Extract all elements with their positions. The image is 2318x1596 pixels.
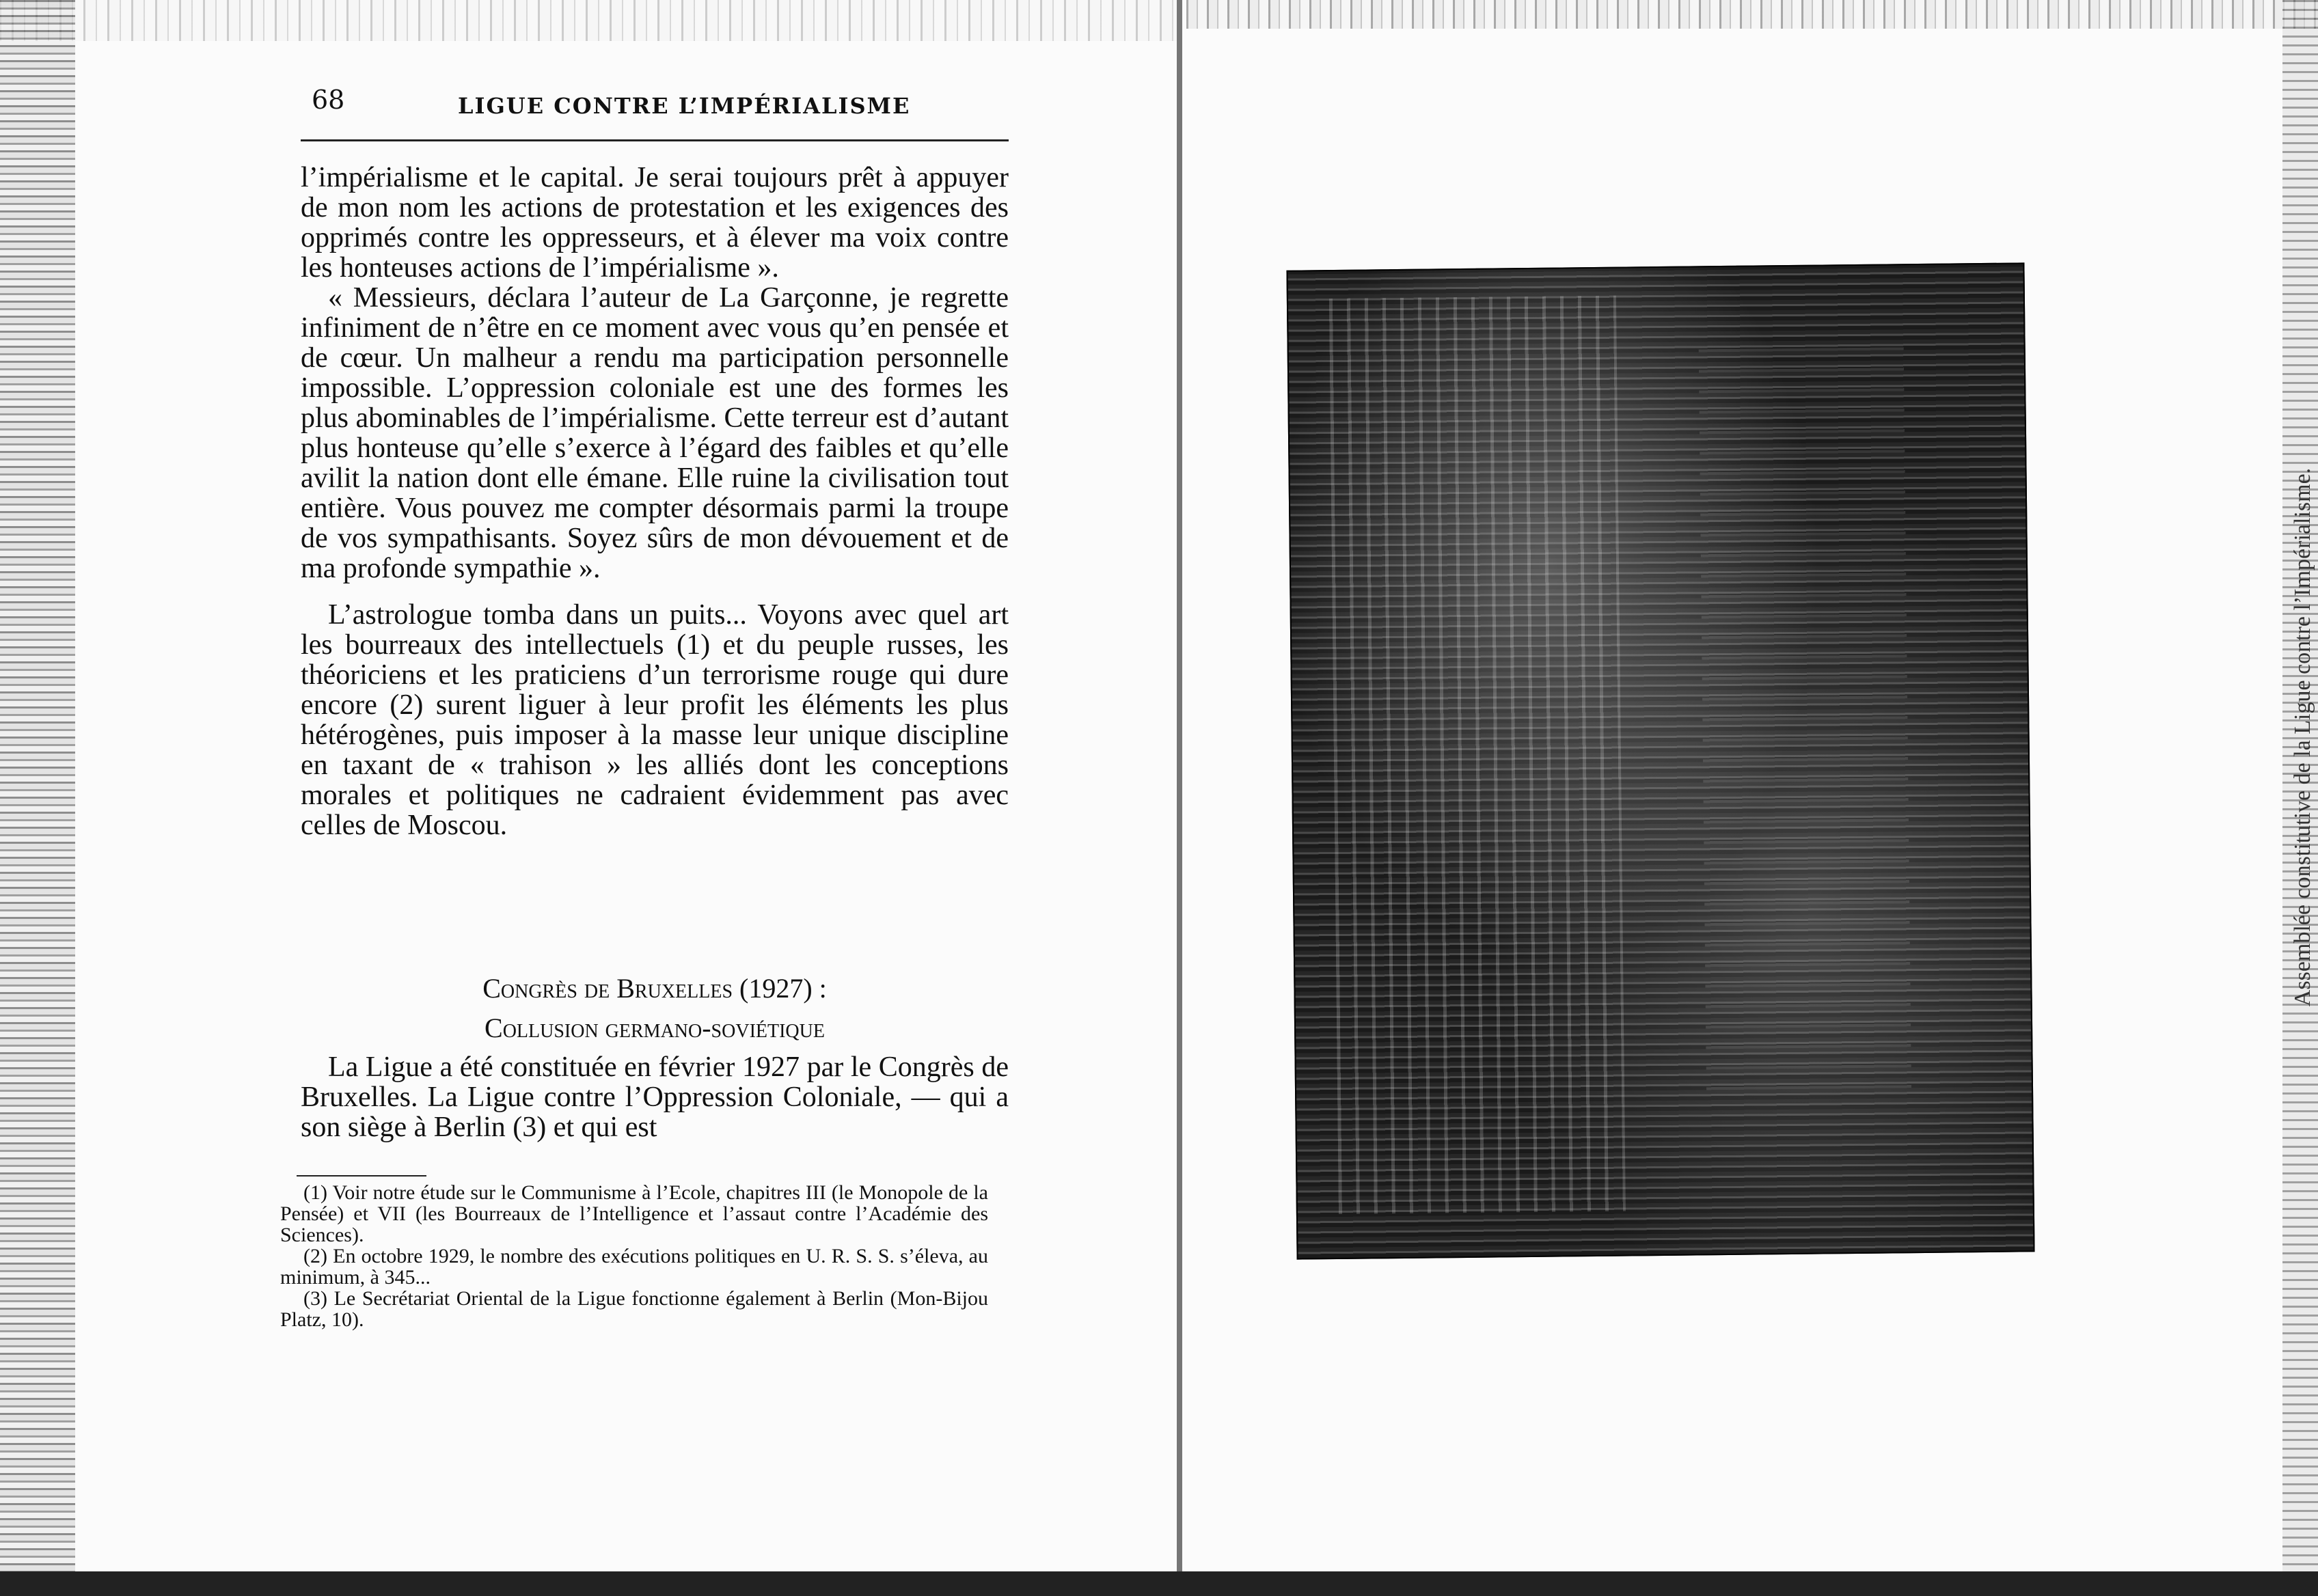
footnote: (2) En octobre 1929, le nombre des exécutions politiques en U. R. S. S. s’éleva, au minimum, à 345... <box>280 1245 988 1289</box>
body-text <box>301 163 1009 840</box>
footnote-divider <box>297 1175 426 1177</box>
section-heading <box>301 969 1009 1048</box>
photo-caption: Assemblée constitutive de la Ligue contre l’Impérialisme. <box>2290 467 2315 1007</box>
page-number: 68 <box>312 85 345 115</box>
paragraph: l’impérialisme et le capital. Je serai toujours prêt à appuyer de mon nom les actions de protestation et les exigences des opprimés contre les oppresseurs, et à élever ma voix contre les honteuses actions de l’impérialisme ». <box>301 162 1009 284</box>
footnote: (1) Voir notre étude sur le Communisme à l’Ecole, chapitres III (le Monopole de la Pensée) et VII (les Bourreaux de l’Intelligence et l’assaut contre l’Académie des Sciences). <box>280 1181 988 1246</box>
photo-wall-texture <box>1699 347 1912 1101</box>
section-heading-line: Congrès de Bruxelles (1927) : <box>482 973 827 1004</box>
footnotes <box>280 1182 988 1330</box>
section-body <box>301 1052 1009 1142</box>
scan-noise-top <box>0 0 1182 41</box>
scan-noise-edge <box>0 0 75 1596</box>
paragraph: La Ligue a été constituée en février 1927 par le Congrès de Bruxelles. La Ligue contre l’Oppression Coloniale, — qui a son siège à Berlin (3) et qui est <box>301 1051 1009 1143</box>
paragraph: L’astrologue tomba dans un puits... Voyons avec quel art les bourreaux des intellectuels (1) et du peuple russes, les théoriciens et les praticiens d’un terrorisme rouge qui dure encore (2) surent liguer à leur profit les éléments les plus hétérogènes, puis imposer à la masse leur unique discipline en taxant de « trahison » les alliés dont les conceptions morales et politiques ne cadraient évidemment pas avec celles de Moscou. <box>301 599 1009 841</box>
running-title: LIGUE CONTRE L’IMPÉRIALISME <box>458 93 911 119</box>
scan-noise-top-right <box>1186 0 2318 29</box>
section-heading-line: Collusion germano-soviétique <box>485 1013 825 1043</box>
running-head <box>301 85 1009 141</box>
photo-crowd-texture <box>1329 296 1626 1214</box>
paragraph: « Messieurs, déclara l’auteur de La Garçonne, je regrette infiniment de n’être en ce moment avec vous qu’en pensée et de cœur. Un malheur a rendu ma participation personnelle impossible. L’oppression coloniale est une des formes les plus abominables de l’impérialisme. Cette terreur est d’autant plus honteuse qu’elle s’exerce à l’égard des faibles et qu’elle avilit la nation dont elle émane. Elle ruine la civilisation tout entière. Vous pouvez me compter désormais parmi la troupe de vos sympathisants. Soyez sûrs de mon dévouement et de ma profonde sympathie ». <box>301 282 1009 584</box>
assembly-photograph <box>1286 262 2034 1259</box>
footnote: (3) Le Secrétariat Oriental de la Ligue fonctionne également à Berlin (Mon-Bijou Platz, 10). <box>280 1287 988 1331</box>
scan-bottom-edge <box>0 1571 2318 1596</box>
